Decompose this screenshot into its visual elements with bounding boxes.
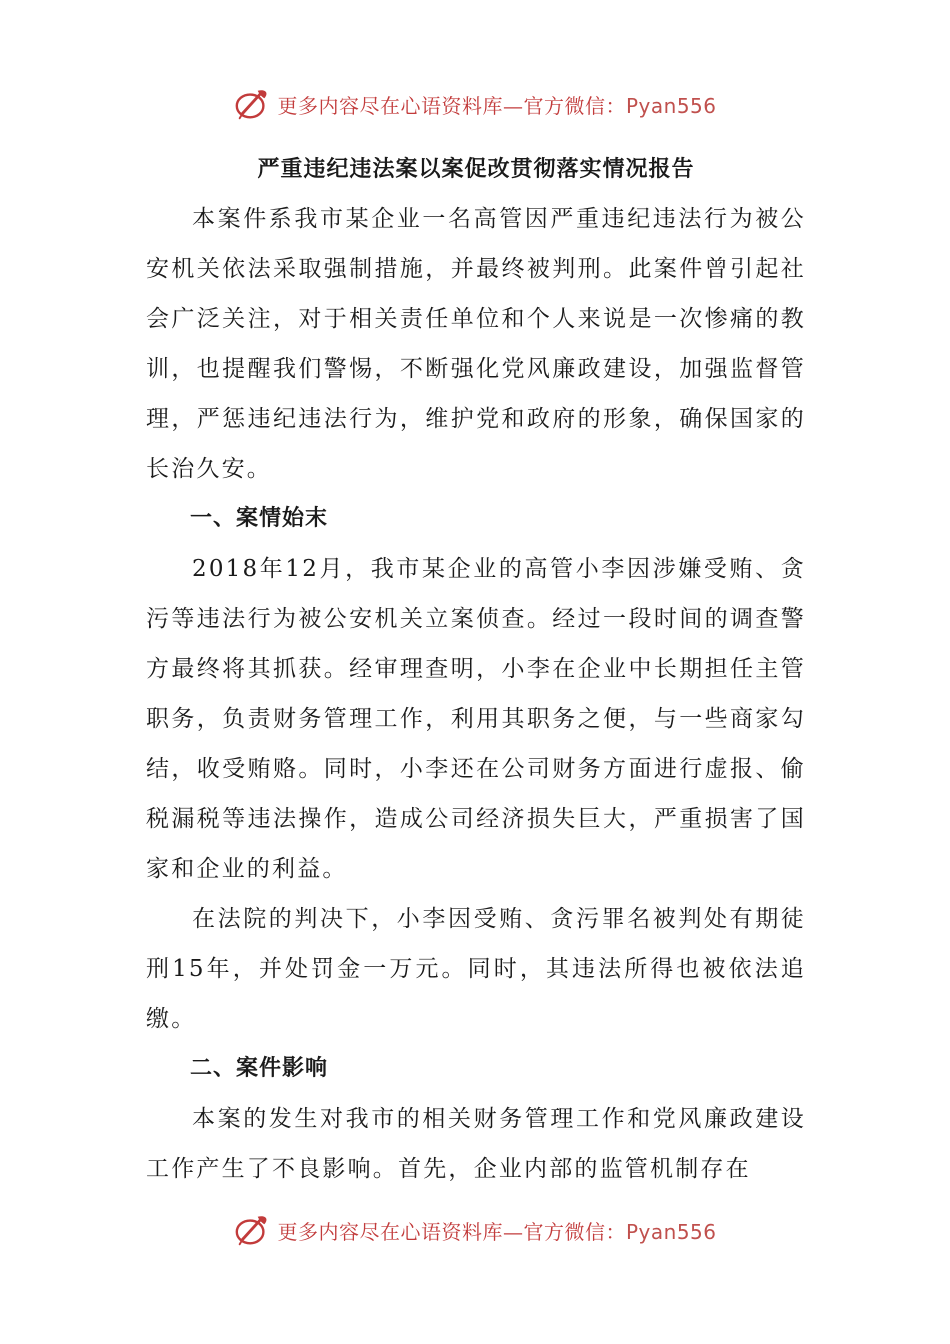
quill-logo-icon [233, 1211, 271, 1249]
watermark-footer [0, 1210, 950, 1250]
section-heading-case-impact: 二、案件影响 [190, 1056, 329, 1081]
intro-paragraph: 本案件系我市某企业一名高管因严重违纪违法行为被公安机关依法采取强制措施，并最终被判刑。此案件曾引起社会广泛关注，对于相关责任单位和个人来说是一次惨痛的教训，也提醒我们警惕，不断强化党风廉政建设，加强监督管理，严惩违纪违法行为，维护党和政府的形象，确保国家的长治久安。 [146, 206, 806, 482]
case-details-paragraph: 2018年12月，我市某企业的高管小李因涉嫌受贿、贪污等违法行为被公安机关立案侦查。经过一段时间的调查警方最终将其抓获。经审理查明，小李在企业中长期担任主管职务，负责财务管理工作，利用其职务之便，与一些商家勾结，收受贿赂。同时，小李还在公司财务方面进行虚报、偷税漏税等违法操作，造成公司经济损失巨大，严重损害了国家和企业的利益。 [146, 556, 806, 882]
section-heading-case-details: 一、案情始末 [190, 506, 329, 531]
verdict-paragraph: 在法院的判决下，小李因受贿、贪污罪名被判处有期徒刑15年，并处罚金一万元。同时，其违法所得也被依法追缴。 [146, 906, 806, 1032]
watermark-text: 更多内容尽在心语资料库—官方微信：Pyan556 [277, 1219, 717, 1244]
quill-logo-icon [233, 85, 271, 123]
watermark-header [0, 84, 950, 124]
document-body [146, 150, 806, 1194]
document-title: 严重违纪违法案以案促改贯彻落实情况报告 [257, 157, 695, 182]
watermark-text: 更多内容尽在心语资料库—官方微信：Pyan556 [277, 93, 717, 118]
case-impact-paragraph: 本案的发生对我市的相关财务管理工作和党风廉政建设工作产生了不良影响。首先，企业内部的监管机制存在 [146, 1106, 806, 1182]
